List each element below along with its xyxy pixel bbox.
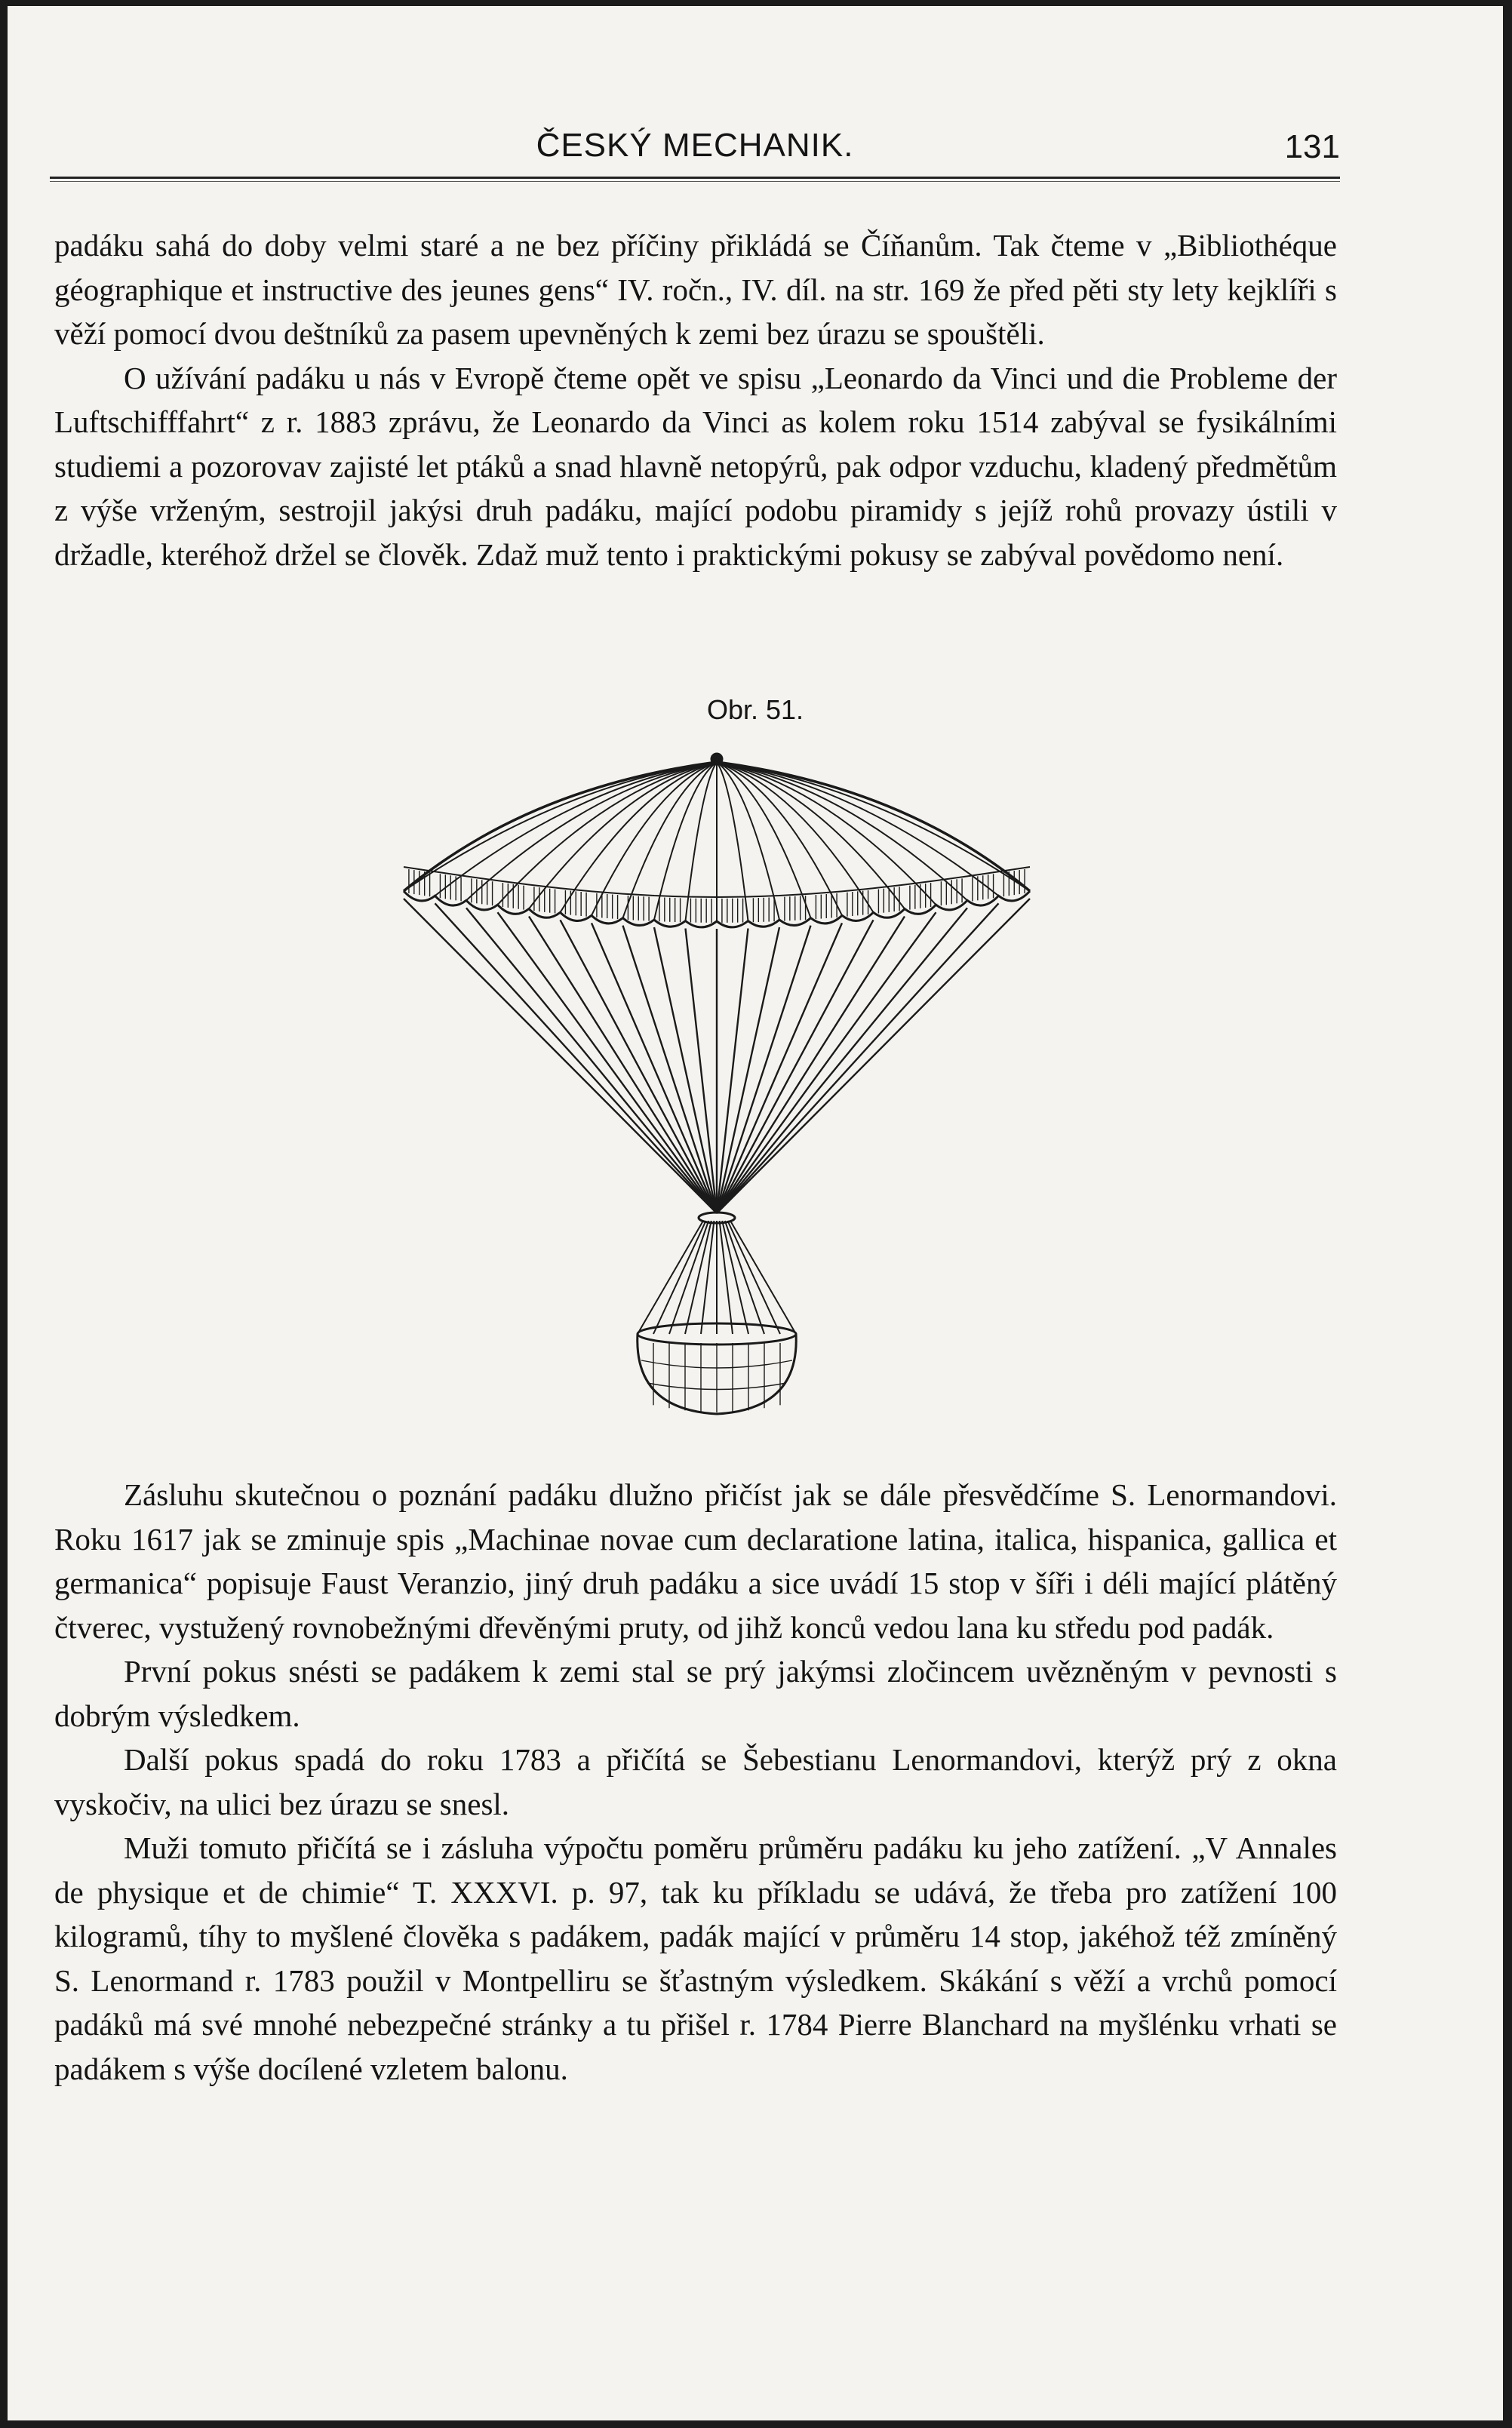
canopy-apex bbox=[711, 753, 723, 765]
paragraph: První pokus snésti se padákem k zemi stal se prý jakýmsi zločincem uvězněným v pevnosti s dobrým výsledkem. bbox=[54, 1654, 1337, 1733]
parachute-basket bbox=[638, 1323, 796, 1414]
canopy-seam bbox=[529, 762, 717, 909]
paragraph: O užívání padáku u nás v Evropě čteme opět ve spisu „Leonardo da Vinci und die Probleme der Luftschifffahrt“ z r. 1883 zprávu, že Leonardo da Vinci as kolem roku 1514 zabýval se fysikálními studiemi a pozorovav zajisté let ptáků a snad hlavně netopýrů, pak odpor vzduchu, kladený předmětům z výše vrženým, sestrojil jakýsi druh padáku, mající podobu piramidy s jejíž rohů provazy ústili v držadle, kteréhož držel se člověk. Zdaž muž tento i praktickými pokusy se zabýval povědomo není. bbox=[54, 360, 1337, 572]
suspension-line bbox=[717, 899, 1030, 1213]
canopy-seam bbox=[717, 762, 905, 909]
page-number: 131 bbox=[1284, 128, 1340, 165]
paragraph: Zásluhu skutečnou o poznání padáku dlužno přičíst jak se dále přesvědčíme S. Lenormandovi. Roku 1617 jak se zminuje spis „Machinae novae cum declaratione latina, italica, hispanica, gallica et germanica“ popisuje Faust Veranzio, jiný druh padáku a sice uvádí 15 stop v šíři i déli mající plátěný čtverec, vystužený rovnobežnými dřevěnými pruty, od jihž konců vedou lana ku středu pod padák. bbox=[54, 1477, 1337, 1645]
suspension-line bbox=[717, 926, 811, 1213]
header-rule bbox=[50, 177, 1340, 179]
basket-line bbox=[730, 1221, 796, 1334]
suspension-line bbox=[466, 908, 717, 1213]
basket-line bbox=[638, 1221, 703, 1334]
parachute-canopy bbox=[404, 753, 1030, 927]
paragraph: padáku sahá do doby velmi staré a ne bez příčiny přikládá se Číňanům. Tak čteme v „Bibliothéque géographique et instructive des jeunes gens“ IV. ročn., IV. díl. na str. 169 že před pěti sty lety kejklíři s věží pomocí dvou deštníků za pasem upevněných k zemi bez úrazu se spouštěli. bbox=[54, 228, 1337, 351]
book-page bbox=[8, 6, 1503, 2420]
suspension-lines bbox=[404, 899, 1030, 1334]
paragraph: Další pokus spadá do roku 1783 a přičítá se Šebestianu Lenormandovi, kterýž prý z okna vyskočiv, na ulici bez úrazu se snesl. bbox=[54, 1742, 1337, 1821]
suspension-line bbox=[717, 908, 967, 1213]
text-block-top bbox=[54, 223, 1337, 576]
running-title: ČESKÝ MECHANIK. bbox=[536, 127, 854, 164]
parachute-illustration bbox=[377, 745, 1056, 1440]
page-header bbox=[50, 127, 1340, 180]
figure-caption: Obr. 51. bbox=[706, 694, 804, 725]
text-block-bottom bbox=[54, 1473, 1337, 2091]
suspension-line bbox=[404, 899, 717, 1213]
paragraph: Muži tomuto přičítá se i zásluha výpočtu poměru průměru padáku ku jeho zatížení. „V Annales de physique et de chimie“ T. XXXVI. p. 97, tak ku příkladu se udává, že třeba pro zatížení 100 kilogramů, tíhy to myšlené člověka s padákem, padák mající v průměru 14 stop, jakéhož též zmíněný S. Lenormand r. 1783 použil v Montpelliru se šťastným výsledkem. Skákání s věží a vrchů pomocí padáků má své mnohé nebezpečné stránky a tu přišel r. 1784 Pierre Blanchard na myšlénku vrhati se padákem s výše docílené vzletem balonu. bbox=[54, 1830, 1337, 2086]
parachute-drawing bbox=[377, 745, 1056, 1440]
header-rule-thin bbox=[50, 181, 1340, 182]
suspension-line bbox=[623, 926, 718, 1213]
